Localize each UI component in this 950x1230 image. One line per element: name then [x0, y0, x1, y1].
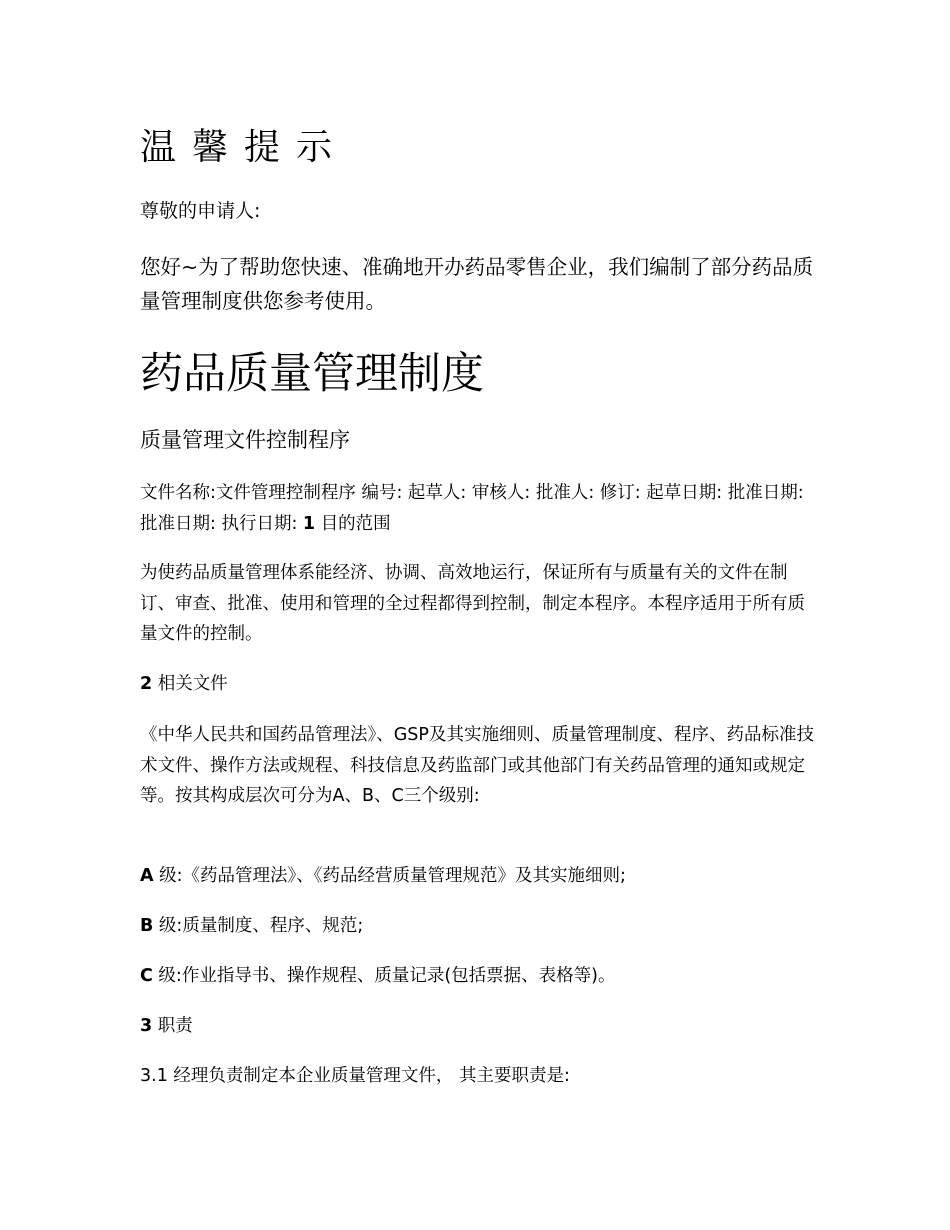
- level-a-key: A: [140, 866, 154, 886]
- item-3-1: 3.1 经理负责制定本企业质量管理文件， 其主要职责是:: [140, 1066, 570, 1086]
- level-b-item: [140, 911, 820, 942]
- section-1-number: 1: [302, 513, 316, 534]
- section-3-number: 3: [140, 1016, 153, 1036]
- level-a-item: [140, 861, 820, 892]
- level-c-key: C: [140, 966, 153, 986]
- level-a-text: 级:《药品管理法》、《药品经营质量管理规范》及其实施细则;: [159, 866, 626, 886]
- section-3-title: 职责: [157, 1016, 193, 1036]
- intro-paragraph: 您好~为了帮助您快速、准确地开办药品零售企业，我们编制了部分药品质量管理制度供您参考使用。: [140, 255, 814, 313]
- level-c-text: 级:作业指导书、操作规程、质量记录(包括票据、表格等)。: [158, 966, 616, 986]
- section-3-heading: [140, 1011, 820, 1042]
- section-2-number: 2: [140, 674, 153, 694]
- section-2-title: 相关文件: [157, 674, 228, 694]
- section-1-title: 目的范围: [320, 513, 391, 534]
- notice-title: 温馨提示: [140, 127, 349, 168]
- meta-fields: 文件名称:文件管理控制程序 编号: 起草人: 审核人: 批准人: 修订: 起草日期: 批准日期: 批准日期: 执行日期:: [140, 483, 804, 534]
- level-b-key: B: [140, 916, 154, 936]
- related-docs-paragraph: 《中华人民共和国药品管理法》、GSP及其实施细则、质量管理制度、程序、药品标准技术文件、操作方法或规程、科技信息及药监部门或其他部门有关药品管理的通知或规定等。按其构成层次可分为A、B、C三个级别:: [140, 725, 814, 806]
- section-2-heading: [140, 669, 820, 700]
- level-c-item: [140, 961, 820, 992]
- document-meta: [140, 478, 820, 539]
- main-title: 药品质量管理制度: [140, 349, 484, 399]
- section-title: 质量管理文件控制程序: [140, 428, 350, 452]
- level-b-text: 级:质量制度、程序、规范;: [158, 916, 364, 936]
- greeting-text: 尊敬的申请人:: [140, 200, 261, 222]
- purpose-paragraph: 为使药品质量管理体系能经济、协调、高效地运行，保证所有与质量有关的文件在制订、审查、批准、使用和管理的全过程都得到控制，制定本程序。本程序适用于所有质量文件的控制。: [140, 563, 805, 644]
